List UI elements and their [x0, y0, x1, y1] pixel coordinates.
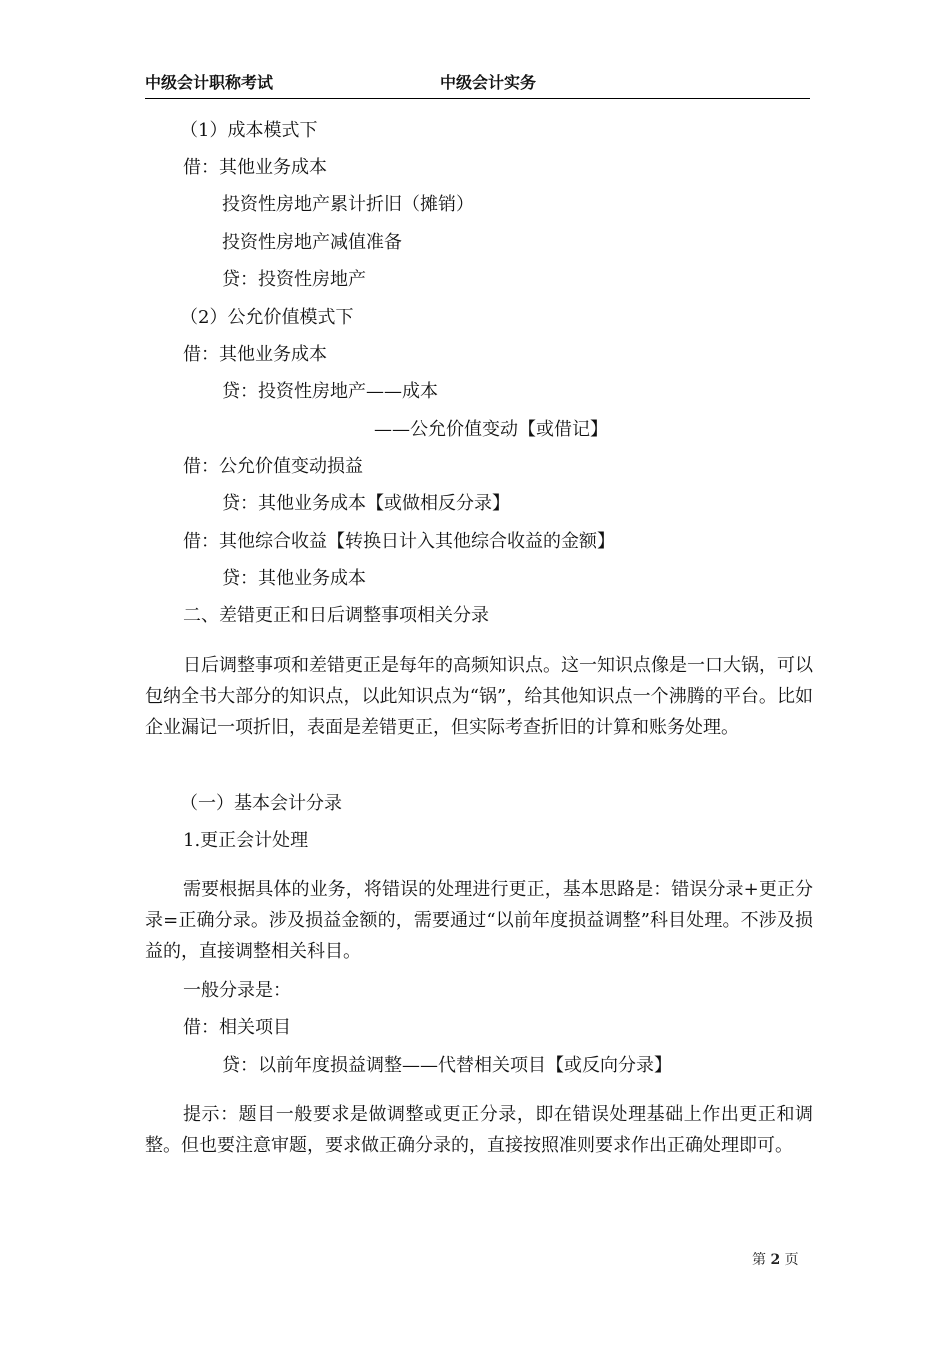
tip-paragraph: 提示：题目一般要求是做调整或更正分录，即在错误处理基础上作出更正和调整。但也要注意审题，要求做正确分录的，直接按照准则要求作出正确处理即可。 [145, 1104, 813, 1156]
body-paragraph: 需要根据具体的业务，将错误的处理进行更正，基本思路是：错误分录+更正分录=正确分录。涉及损益金额的，需要通过“以前年度损益调整”科目处理。不涉及损益的，直接调整相关科目。 [145, 879, 813, 962]
entry-debit-line: 借：其他业务成本 [183, 344, 327, 365]
header-exam-title: 中级会计职称考试 [145, 73, 274, 92]
entry-debit-line: 投资性房地产减值准备 [222, 232, 402, 253]
section-heading: 二、差错更正和日后调整事项相关分录 [183, 605, 489, 626]
entry-debit-line: 借：相关项目 [183, 1017, 291, 1038]
entry-credit-line: 贷：其他业务成本【或做相反分录】 [222, 493, 510, 514]
body-paragraph: 日后调整事项和差错更正是每年的高频知识点。这一知识点像是一口大锅，可以包纳全书大部分的知识点，以此知识点为“锅”，给其他知识点一个沸腾的平台。比如企业漏记一项折旧，表面是差错更正，但实际考查折旧的计算和账务处理。 [145, 655, 813, 738]
entry-debit-line: 借：其他业务成本 [183, 157, 327, 178]
entry-debit-line: 借：公允价值变动损益 [183, 456, 363, 477]
header-subject-title: 中级会计实务 [440, 73, 537, 92]
fair-value-model-heading: （2）公允价值模式下 [180, 307, 354, 328]
page-number-prefix: 第 [752, 1252, 766, 1268]
body-text: 一般分录是： [183, 980, 291, 1001]
page-number-value: 2 [770, 1252, 781, 1268]
entry-credit-line: 贷：投资性房地产 [222, 269, 366, 290]
cost-model-heading: （1）成本模式下 [180, 120, 318, 141]
item-heading: 1.更正会计处理 [183, 830, 309, 851]
entry-credit-line: ——公允价值变动【或借记】 [374, 419, 608, 440]
page-number [752, 1249, 799, 1269]
entry-credit-line: 贷：投资性房地产——成本 [222, 381, 438, 402]
subsection-heading: （一）基本会计分录 [180, 793, 342, 814]
page-number-suffix: 页 [784, 1252, 799, 1268]
entry-debit-line: 投资性房地产累计折旧（摊销） [222, 194, 474, 215]
entry-credit-line: 贷：以前年度损益调整——代替相关项目【或反向分录】 [222, 1055, 672, 1076]
header-divider [145, 98, 810, 99]
entry-credit-line: 贷：其他业务成本 [222, 568, 366, 589]
entry-debit-line: 借：其他综合收益【转换日计入其他综合收益的金额】 [183, 531, 615, 552]
